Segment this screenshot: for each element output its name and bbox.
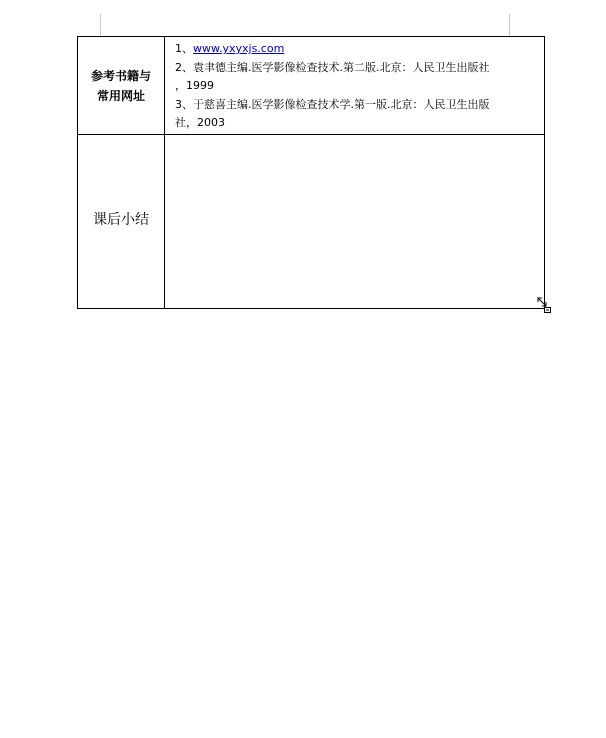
references-label-cell[interactable] [78,37,165,135]
references-content-cell[interactable] [165,37,545,135]
reference-item-1-prefix: 1、 [175,42,193,55]
table-row-summary [78,135,545,309]
summary-label: 课后小结 [93,211,149,228]
reference-item-1 [175,40,540,59]
reference-website-link[interactable]: www.yxyxjs.com [193,42,285,55]
page-margin-mark-right [509,14,510,36]
references-label-line1: 参考书籍与 [90,68,151,83]
references-label-line2: 常用网址 [96,88,145,103]
document-table [77,36,545,309]
page-margin-mark-left [100,14,101,36]
summary-content-cell[interactable] [165,135,545,309]
reference-item-3-line1: 3、于慈喜主编.医学影像检查技术学.第一版.北京：人民卫生出版 [175,97,490,111]
table-row-references [78,37,545,135]
table-resize-handle-icon[interactable] [537,297,551,313]
reference-item-2-line2: ，1999 [175,79,214,92]
reference-item-3-line2: 社，2003 [175,116,225,129]
references-label [78,66,164,106]
reference-item-2-line1: 2、袁聿德主编.医学影像检查技术.第二版.北京：人民卫生出版社 [175,60,490,74]
summary-label-cell[interactable] [78,135,165,309]
